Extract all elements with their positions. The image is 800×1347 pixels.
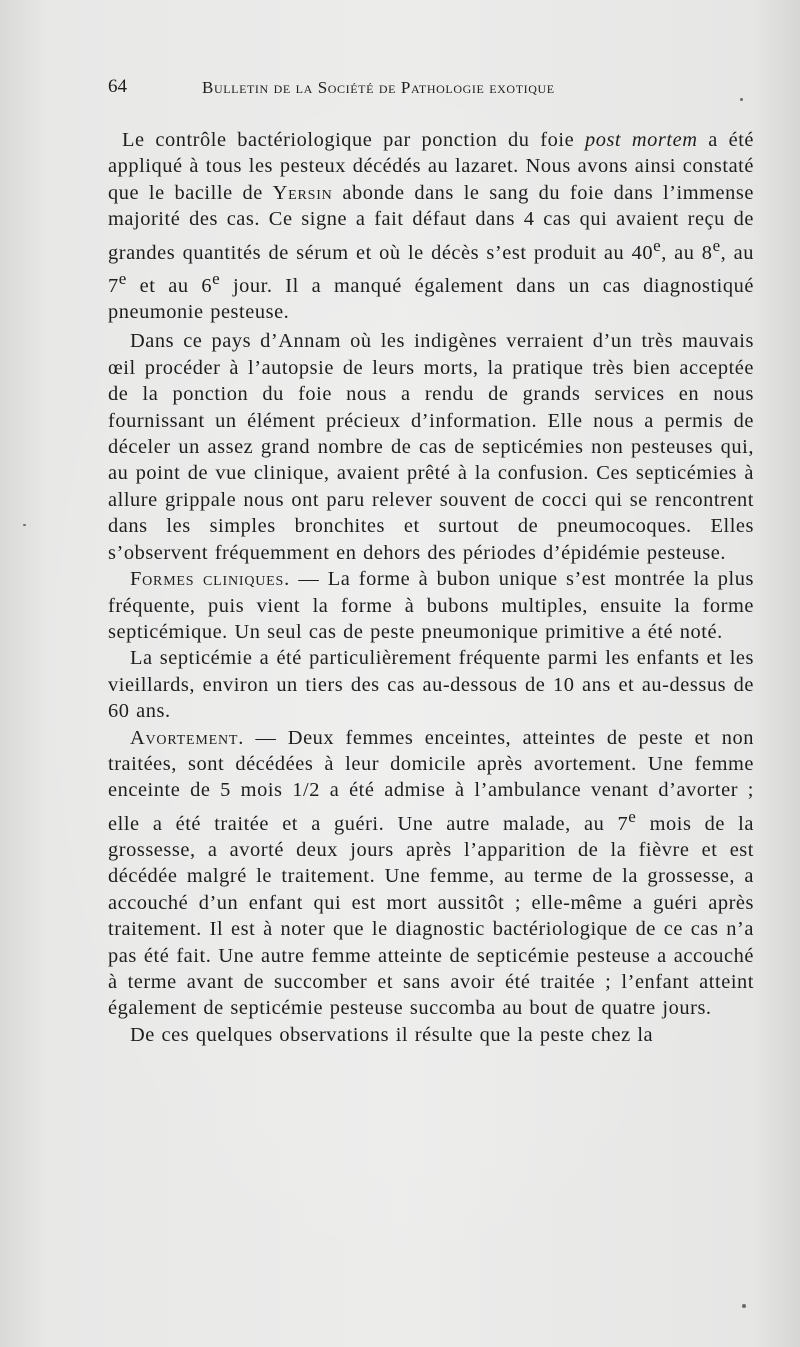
- text-run: Le contrôle bactériologique par ponction du foie: [122, 129, 585, 151]
- paragraph-bacteriological-control: [108, 127, 754, 325]
- running-header: [108, 76, 754, 106]
- article-body: [108, 127, 754, 1048]
- paragraph-abortion: [108, 725, 754, 1022]
- ordinal-suffix: e: [118, 268, 127, 288]
- author-name: Yersin: [272, 181, 333, 204]
- latin-term: post mortem: [584, 129, 698, 151]
- text-run: a été appliqué à tous les pesteux décédés au lazaret. Nous avons ainsi constaté que le bacille de: [108, 129, 755, 204]
- ordinal-suffix: e: [628, 806, 637, 826]
- scan-speck: [742, 1304, 746, 1308]
- text-run: — Deux femmes enceintes, atteintes de peste et non traitées, sont décédées à leur domicile après avortement. Une femme enceinte de 5 mois 1/2 a été admise à l’ambulance venant d’avorter ; elle a été traitée et a guéri. Une autre malade, au 7: [108, 726, 754, 835]
- section-heading: Formes cliniques.: [130, 568, 291, 591]
- journal-title: Bulletin de la Société de Pathologie exotique: [202, 78, 555, 97]
- text-run: , au 8: [661, 241, 713, 264]
- ordinal-suffix: e: [212, 268, 221, 288]
- ordinal-suffix: e: [653, 235, 662, 255]
- text-run: et au 6: [126, 274, 213, 297]
- scan-speck: [23, 524, 26, 526]
- text-run: jour. Il a manqué également dans un cas diagnostiqué pneumonie pesteuse.: [108, 274, 754, 324]
- page-number: 64: [108, 76, 127, 97]
- paragraph-clinical-forms: [108, 566, 754, 645]
- ordinal-suffix: e: [712, 235, 721, 255]
- text-run: — La forme à bubon unique s’est montrée la plus fréquente, puis vient la forme à bubons multiples, ensuite la forme septicémique. Un seul cas de peste pneumonique primitive a été noté.: [108, 568, 754, 643]
- text-run: mois de la grossesse, a avorté deux jours après l’apparition de la fièvre et est décédée malgré le traitement. Une femme, au terme de la grossesse, a accouché d’un enfant qui est mort aussitôt ; elle-même a guéri après traitement. Il est à noter que le diagnostic bactériologique de ce cas n’a pas été fait. Une autre femme atteinte de septicémie pesteuse a accouché à terme avant de succomber et sans avoir été traitée ; l’enfant atteint également de septicémie pesteuse succomba au bout de quatre jours.: [108, 812, 754, 1020]
- text-run: abonde dans le sang du foie dans l’immense majorité des cas. Ce signe a fait défaut dans 4 cas qui avaient reçu de grandes quantités de sérum et où le décès s’est produit au 40: [108, 181, 754, 264]
- paragraph-annam-liver-puncture: Dans ce pays d’Annam où les indigènes verraient d’un très mauvais œil procéder à l’autopsie de leurs morts, la pratique très bien acceptée de la ponction du foie nous a rendu de grands services en nous fournissant un élément précieux d’information. Elle nous a permis de déceler un assez grand nombre de cas de septicémies non pesteuses qui, au point de vue clinique, avaient prêté à la confusion. Ces septicémies à allure grippale nous ont paru relever souvent de cocci qui se rencontrent dans les simples bronchites et surtout de pneumocoques. Elles s’observent fréquemment en dehors des périodes d’épidémie pesteuse.: [108, 330, 754, 564]
- scan-speck: [740, 98, 743, 101]
- section-heading: Avortement.: [130, 726, 245, 749]
- paragraph-septicemia: La septicémie a été particulièrement fréquente parmi les enfants et les vieillards, environ un tiers des cas au-dessous de 10 ans et au-dessus de 60 ans.: [108, 647, 754, 723]
- text-run: , au 7: [108, 241, 754, 297]
- paragraph-conclusion-start: De ces quelques observations il résulte que la peste chez la: [130, 1023, 654, 1046]
